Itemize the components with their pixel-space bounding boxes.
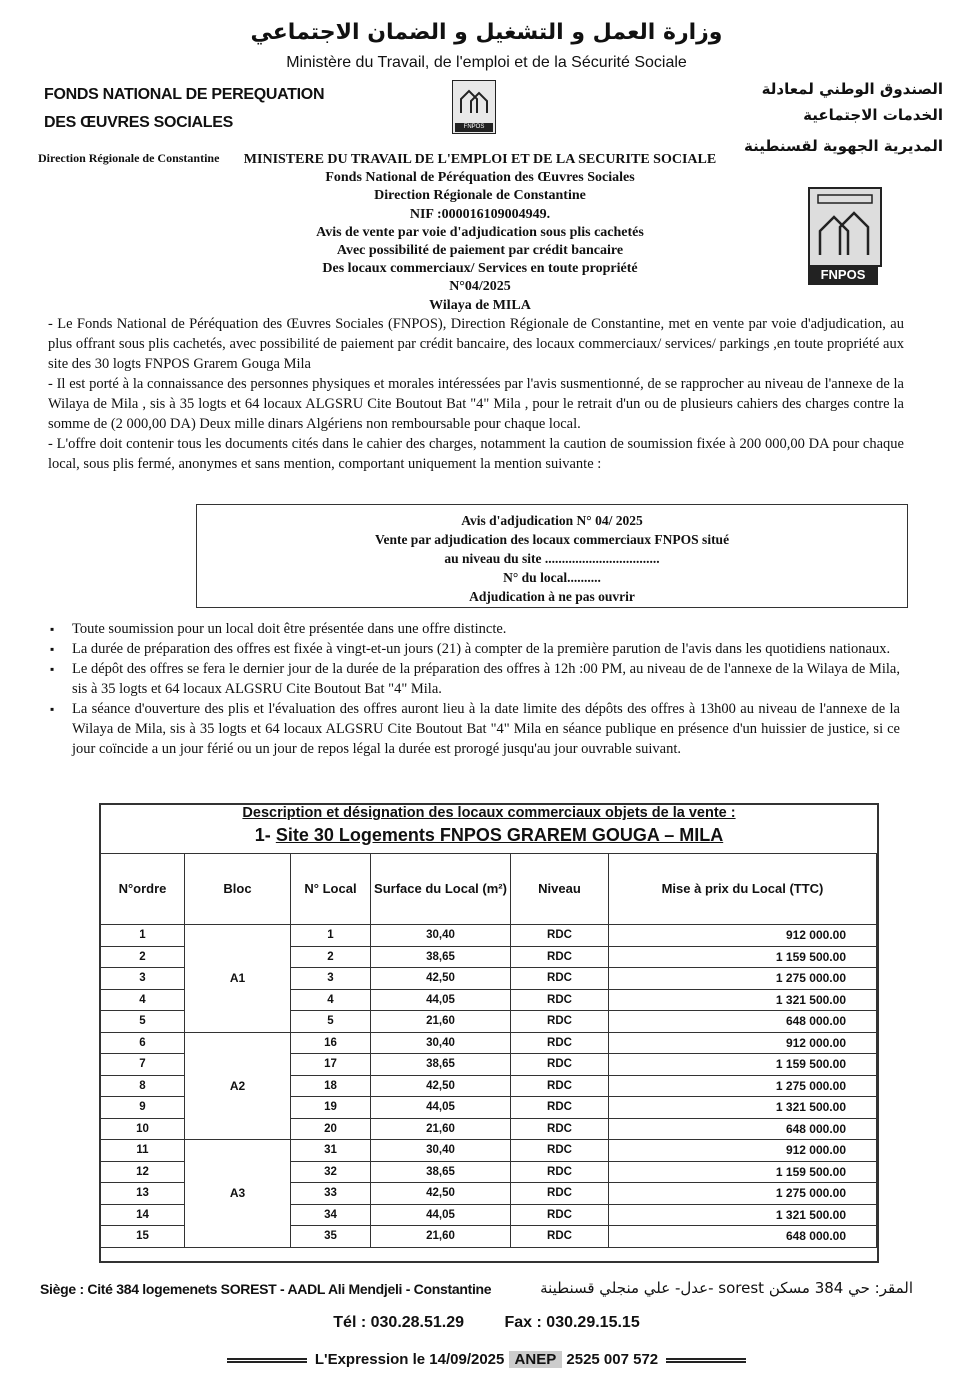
cell-level: RDC [511, 989, 609, 1011]
cell-level: RDC [511, 968, 609, 990]
org-name-line1: FONDS NATIONAL DE PEREQUATION [44, 86, 325, 103]
table-row [101, 925, 877, 947]
org-name-line2: DES ŒUVRES SOCIALES [44, 114, 234, 131]
cell-price: 1 159 500.00 [609, 1054, 877, 1076]
cell-local: 17 [291, 1054, 371, 1076]
fnpos-logo-small [452, 80, 496, 134]
divider [666, 1358, 746, 1363]
notice-heading [160, 151, 800, 315]
col-header-order: N°ordre [101, 854, 185, 925]
cell-level: RDC [511, 1140, 609, 1162]
cell-price: 1 321 500.00 [609, 1204, 877, 1226]
press-credit [0, 1351, 973, 1368]
notice-wilaya: Wilaya de MILA [429, 297, 531, 313]
ministry-title-arabic: وزارة العمل و التشغيل و الضمان الاجتماعي [250, 20, 723, 45]
cell-order: 10 [101, 1118, 185, 1140]
cell-local: 1 [291, 925, 371, 947]
cell-order: 7 [101, 1054, 185, 1076]
list-item: ▪ Toute soumission pour un local doit être présentée dans une offre distincte. [50, 619, 900, 639]
cell-surface: 21,60 [371, 1011, 511, 1033]
cell-local: 32 [291, 1161, 371, 1183]
cell-order: 1 [101, 925, 185, 947]
cell-price: 1 275 000.00 [609, 1075, 877, 1097]
cell-level: RDC [511, 1011, 609, 1033]
big-logo-label: FNPOS [808, 265, 878, 285]
list-item: ▪ La durée de préparation des offres est fixée à vingt-et-un jours (21) à compter de la première parution de l'avis dans les quotidiens nationaux. [50, 639, 900, 659]
col-header-price: Mise à prix du Local (TTC) [609, 854, 877, 925]
cell-surface: 38,65 [371, 1054, 511, 1076]
cell-surface: 44,05 [371, 989, 511, 1011]
cell-order: 15 [101, 1226, 185, 1248]
cell-order: 13 [101, 1183, 185, 1205]
mention-line3: au niveau du site .................................. [444, 551, 660, 566]
cell-price: 1 159 500.00 [609, 946, 877, 968]
cell-local: 4 [291, 989, 371, 1011]
cell-order: 14 [101, 1204, 185, 1226]
cell-local: 34 [291, 1204, 371, 1226]
cell-local: 2 [291, 946, 371, 968]
cell-level: RDC [511, 1097, 609, 1119]
divider [227, 1358, 307, 1363]
cell-level: RDC [511, 1118, 609, 1140]
footer-fax: Fax : 030.29.15.15 [504, 1314, 640, 1331]
house-icon [453, 81, 495, 121]
cell-local: 19 [291, 1097, 371, 1119]
cell-local: 20 [291, 1118, 371, 1140]
col-header-level: Niveau [511, 854, 609, 925]
mention-line1: Avis d'adjudication N° 04/ 2025 [461, 513, 643, 528]
cell-surface: 21,60 [371, 1226, 511, 1248]
small-logo-label: FNPOS [455, 123, 493, 132]
col-header-local: N° Local [291, 854, 371, 925]
cell-price: 1 275 000.00 [609, 1183, 877, 1205]
org-name-arabic-line1: الصندوق الوطني لمعادلة [761, 80, 943, 98]
footer-address-french: Siège : Cité 384 logemenets SOREST - AADL Ali Mendjeli - Constantine [40, 1281, 492, 1297]
conditions-list [50, 619, 900, 759]
cell-local: 35 [291, 1226, 371, 1248]
direction-label: Direction Régionale de Constantine [38, 151, 220, 165]
press-publication: L'Expression le 14/09/2025 [314, 1351, 505, 1368]
cell-bloc: A1 [185, 925, 291, 1033]
cell-order: 6 [101, 1032, 185, 1054]
cell-order: 8 [101, 1075, 185, 1097]
col-header-bloc: Bloc [185, 854, 291, 925]
table-title: Description et désignation des locaux commerciaux objets de la vente : [242, 805, 736, 821]
cell-level: RDC [511, 1204, 609, 1226]
fnpos-logo [808, 187, 878, 285]
press-reference: 2525 007 572 [566, 1351, 659, 1368]
footer-address-arabic: المقر: حي 384 مسكن sorest -عدل- علي منجلي قسنطينة [540, 1279, 913, 1297]
cell-surface: 44,05 [371, 1097, 511, 1119]
cell-level: RDC [511, 1032, 609, 1054]
cell-local: 31 [291, 1140, 371, 1162]
site-number: 1- [254, 825, 271, 845]
cell-surface: 42,50 [371, 968, 511, 990]
cell-price: 648 000.00 [609, 1118, 877, 1140]
footer-contacts [0, 1314, 973, 1332]
cell-price: 648 000.00 [609, 1011, 877, 1033]
cell-local: 18 [291, 1075, 371, 1097]
notice-credit: Avec possibilité de paiement par crédit bancaire [336, 243, 624, 259]
cell-level: RDC [511, 1183, 609, 1205]
cell-level: RDC [511, 946, 609, 968]
cell-level: RDC [511, 1054, 609, 1076]
mention-box [196, 504, 908, 608]
mention-line5: Adjudication à ne pas ouvrir [469, 589, 635, 604]
cell-surface: 38,65 [371, 946, 511, 968]
site-title [99, 825, 879, 846]
cell-price: 1 321 500.00 [609, 989, 877, 1011]
notice-premises: Des locaux commerciaux/ Services en toute propriété [322, 261, 638, 277]
paragraph-offer: - L'offre doit contenir tous les documents cités dans le cahier des charges, notamment la caution de soumission fixée à 200 000,00 DA pour chaque local, sous plis fermé, anonymes et sans mention, comportant uniquement la mention suivante : [48, 436, 904, 472]
org-direction-arabic: المديرية الجهوية لقسنطينة [743, 137, 943, 155]
cell-order: 5 [101, 1011, 185, 1033]
cell-surface: 30,40 [371, 925, 511, 947]
cell-order: 9 [101, 1097, 185, 1119]
cell-bloc: A3 [185, 1140, 291, 1248]
cell-bloc: A2 [185, 1032, 291, 1140]
cell-price: 1 275 000.00 [609, 968, 877, 990]
table-header-row [101, 854, 877, 925]
cell-local: 3 [291, 968, 371, 990]
notice-ministry: MINISTERE DU TRAVAIL DE L'EMPLOI ET DE LA SECURITE SOCIALE [243, 152, 717, 167]
cell-price: 912 000.00 [609, 925, 877, 947]
paragraph-sale: - Le Fonds National de Péréquation des Œuvres Sociales (FNPOS), Direction Régionale de Constantine, met en vente par voie d'adjudication, au plus offrant sous plis cachetés, avec possibilité de paiement par crédit bancaire, des locaux commerciaux/ services/ parkings ,en toute propriété aux site des 30 logts FNPOS Grarem Gouga Mila [48, 316, 904, 372]
cell-surface: 30,40 [371, 1032, 511, 1054]
cell-local: 16 [291, 1032, 371, 1054]
table-row [101, 1140, 877, 1162]
notice-nif: NIF :000016109004949. [409, 206, 551, 222]
premises-table [100, 853, 877, 1248]
table-row [101, 1032, 877, 1054]
cell-surface: 21,60 [371, 1118, 511, 1140]
cell-level: RDC [511, 1161, 609, 1183]
cell-price: 648 000.00 [609, 1226, 877, 1248]
mention-line2: Vente par adjudication des locaux commerciaux FNPOS situé [374, 532, 730, 547]
cell-level: RDC [511, 925, 609, 947]
notice-number: N°04/2025 [449, 279, 511, 295]
cell-price: 912 000.00 [609, 1140, 877, 1162]
cell-level: RDC [511, 1075, 609, 1097]
cell-surface: 42,50 [371, 1075, 511, 1097]
ministry-title-french: Ministère du Travail, de l'emploi et de la Sécurité Sociale [286, 54, 687, 71]
cell-surface: 38,65 [371, 1161, 511, 1183]
cell-order: 12 [101, 1161, 185, 1183]
press-anep: ANEP [509, 1351, 563, 1368]
list-item: ▪ Le dépôt des offres se fera le dernier jour de la durée de la préparation des offres à 12h :00 PM, au niveau de de l'annexe de la Wilaya de Mila, sis à 35 logts et 64 locaux ALGSRU Cite Boutout Bat "4" Mila. [50, 659, 900, 699]
site-name: Site 30 Logements FNPOS GRAREM GOUGA – MILA [275, 825, 724, 845]
cell-order: 11 [101, 1140, 185, 1162]
cell-surface: 44,05 [371, 1204, 511, 1226]
cell-order: 4 [101, 989, 185, 1011]
cell-price: 912 000.00 [609, 1032, 877, 1054]
org-name-arabic-line2: الخدمات الاجتماعية [803, 106, 943, 124]
cell-order: 2 [101, 946, 185, 968]
cell-surface: 30,40 [371, 1140, 511, 1162]
cell-price: 1 321 500.00 [609, 1097, 877, 1119]
cell-order: 3 [101, 968, 185, 990]
notice-title: Avis de vente par voie d'adjudication sous plis cachetés [316, 224, 644, 240]
body-paragraphs [48, 314, 904, 474]
paragraph-retrieval: - Il est porté à la connaissance des personnes physiques et morales intéressées par l'avis susmentionné, de se rapprocher au niveau de l'annexe de la Wilaya de Mila , sis à 35 logts et 64 locaux ALGSRU Cite Boutout Bat "4" Mila , pour le retrait d'un ou de plusieurs cahiers des charges contre la somme de (2 000,00 DA) Deux mille dinars Algériens non remboursable pour chaque local. [48, 376, 904, 432]
cell-local: 33 [291, 1183, 371, 1205]
footer-phone: Tél : 030.28.51.29 [333, 1314, 465, 1331]
house-icon [810, 189, 880, 265]
cell-level: RDC [511, 1226, 609, 1248]
cell-local: 5 [291, 1011, 371, 1033]
notice-fund: Fonds National de Péréquation des Œuvres Sociales [325, 170, 635, 186]
mention-line4: N° du local.......... [503, 570, 601, 585]
cell-surface: 42,50 [371, 1183, 511, 1205]
list-item: ▪ La séance d'ouverture des plis et l'évaluation des offres auront lieu à la date limite des dépôts des offres à 13h00 au niveau de l'annexe de la Wilaya de Mila, sis à 35 logts et 64 locaux ALGSRU Cite Boutout Bat "4" Mila en séance publique en présence d'un huissier de justice, si ce jour coïncide a un jour férié ou un jour de repos légal la durée est prorogé jusqu'au jour ouvrable suivant. [50, 699, 900, 759]
cell-price: 1 159 500.00 [609, 1161, 877, 1183]
notice-direction: Direction Régionale de Constantine [374, 188, 586, 204]
col-header-surface: Surface du Local (m²) [371, 854, 511, 925]
